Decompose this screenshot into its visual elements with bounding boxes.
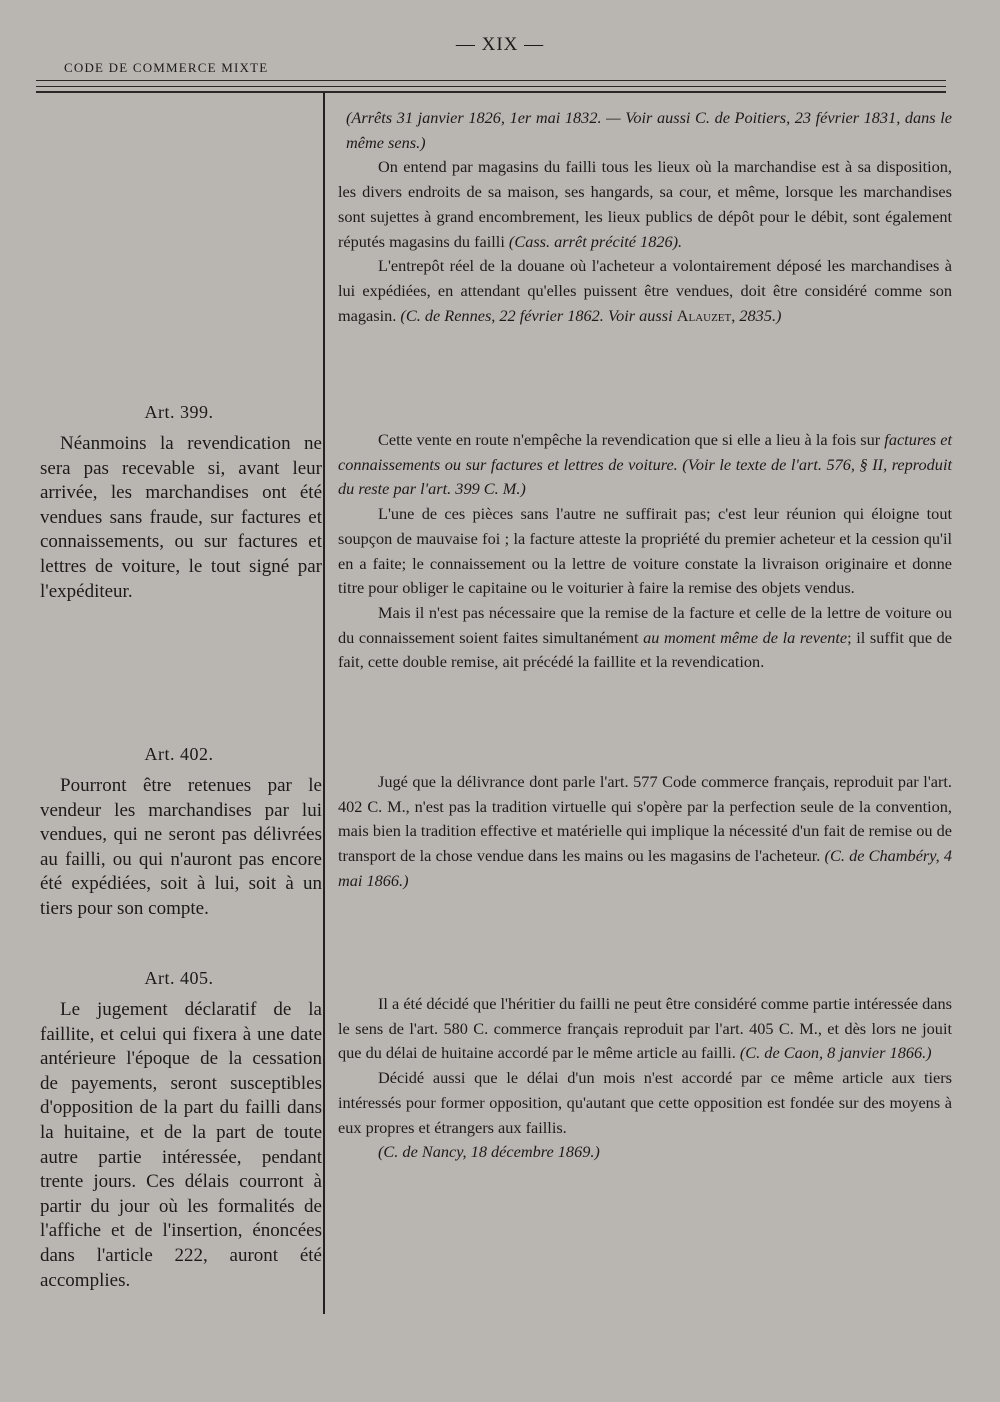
paragraph-text: Mais il n'est pas nécessaire que la remise de la facture et celle de la lettre de voiture ou du connaissement soient faites simultanément <box>338 602 952 647</box>
commentary-continuation <box>338 106 952 328</box>
paragraph: L'une de ces pièces sans l'autre ne suffirait pas; c'est leur réunion qui éloigne tout soupçon de mauvaise foi ; la facture atteste la propriété du premier acheteur et la cession qu'il en a faite; le connaissement ou la lettre de voiture constate la livraison originaire et donne titre pour obliger le capitaine ou le voiturier à faire la remise des objets vendus. <box>338 504 952 598</box>
citation: (C. de Rennes, 22 février 1862. Voir aussi <box>400 305 673 325</box>
article-text: Néanmoins la revendication ne sera pas recevable si, avant leur arrivée, les marchandises ont été vendues sans fraude, sur factures et connaissements, ou sur factures et lettres de voiture, le tout signé par l'expéditeur. <box>40 433 322 602</box>
commentary-405 <box>338 992 952 1165</box>
citation-author: Alauzet, <box>676 305 736 325</box>
column-divider <box>323 92 325 1314</box>
citation: 2835.) <box>739 305 782 325</box>
emphasis: au moment même de la revente <box>643 627 848 647</box>
header-rule <box>36 80 946 81</box>
commentary-402 <box>338 770 952 894</box>
paragraph <box>338 770 952 894</box>
citation: factures et connaissements ou sur factures et lettres de voiture. (Voir le texte de l'art. 576, § II, reproduit du reste par l'art. 399 C. M.) <box>338 430 953 499</box>
citation: (C. de Chambéry, 4 mai 1866.) <box>338 846 952 890</box>
paragraph <box>338 601 952 675</box>
citation: (C. de Nancy, 18 décembre 1869.) <box>378 1142 600 1162</box>
paragraph-text: L'entrepôt réel de la douane où l'acheteur a volontairement déposé les marchandises à lui expédiées, en attendant qu'elles puissent être vendues, doit être considéré comme son magasin. <box>338 256 952 325</box>
header-rule <box>36 86 946 87</box>
paragraph <box>338 992 952 1066</box>
running-head: CODE DE COMMERCE MIXTE <box>64 60 269 75</box>
citation: (C. de Caon, 8 janvier 1866.) <box>739 1043 932 1063</box>
paragraph <box>338 155 952 254</box>
citation: (Arrêts 31 janvier 1826, 1er mai 1832. — Voir aussi C. de Poitiers, 23 février 1831, dans le même sens.) <box>346 108 952 152</box>
commentary-399 <box>338 428 952 675</box>
article-heading: Art. 405. <box>144 968 214 988</box>
page-number: — XIX — <box>455 34 545 55</box>
article-heading: Art. 402. <box>144 744 214 764</box>
paragraph-text: Il a été décidé que l'héritier du failli ne peut être considéré comme partie intéressée dans le sens de l'art. 580 C. commerce français reproduit par l'art. 405 C. M., et dès lors ne jouit que du délai de huitaine accordé par le même article au failli. <box>338 994 952 1063</box>
paragraph-text: Jugé que la délivrance dont parle l'art. 577 Code commerce français, reproduit par l'art. 402 C. M., n'est pas la tradition virtuelle qui s'opère par la perfection seule de la convention, mais bien la tradition effective et matérielle qui implique la nécessité d'un fait de remise ou de transport de la chose vendue dans les mains ou les magasins de l'acheteur. <box>338 772 952 866</box>
article-heading: Art. 399. <box>144 402 214 422</box>
citation: (Cass. arrêt précité 1826). <box>508 231 683 251</box>
paragraph-text: ; il suffit que de fait, cette double remise, ait précédé la faillite et la revendication. <box>338 627 952 672</box>
paragraph: Décidé aussi que le délai d'un mois n'est accordé par ce même article aux tiers intéressés pour former opposition, qu'autant que cette opposition est fondée sur des moyens à eux propres et étrangers aux faillis. <box>338 1068 952 1137</box>
article-text: Le jugement déclaratif de la faillite, et celui qui fixera à une date antérieure l'époque de la cessation de payements, seront susceptibles d'opposition de la part du failli dans la huitaine, et de la part de toute autre partie intéressée, pendant trente jours. Ces délais courront à partir du jour où les formalités de l'affiche et de l'insertion, énoncées dans l'article 222, auront été accomplies. <box>40 999 322 1291</box>
paragraph <box>338 428 952 502</box>
paragraph-text: Cette vente en route n'empêche la revendication que si elle a lieu à la fois sur <box>378 430 881 449</box>
paragraph <box>338 254 952 328</box>
paragraph-text: On entend par magasins du failli tous les lieux où la marchandise est à sa disposition, les divers endroits de sa maison, ses hangards, sa cour, et même, lorsque les marchandises sont sujettes à grand encombrement, les lieux publics de dépôt pour le débit, sont également réputés magasins du failli <box>338 157 952 251</box>
header-rule <box>36 91 946 93</box>
article-text: Pourront être retenues par le vendeur les marchandises par lui vendues, qui ne seront pas délivrées au failli, ou qui n'auront pas encore été expédiées, soit à lui, soit à un tiers pour son compte. <box>40 775 322 919</box>
